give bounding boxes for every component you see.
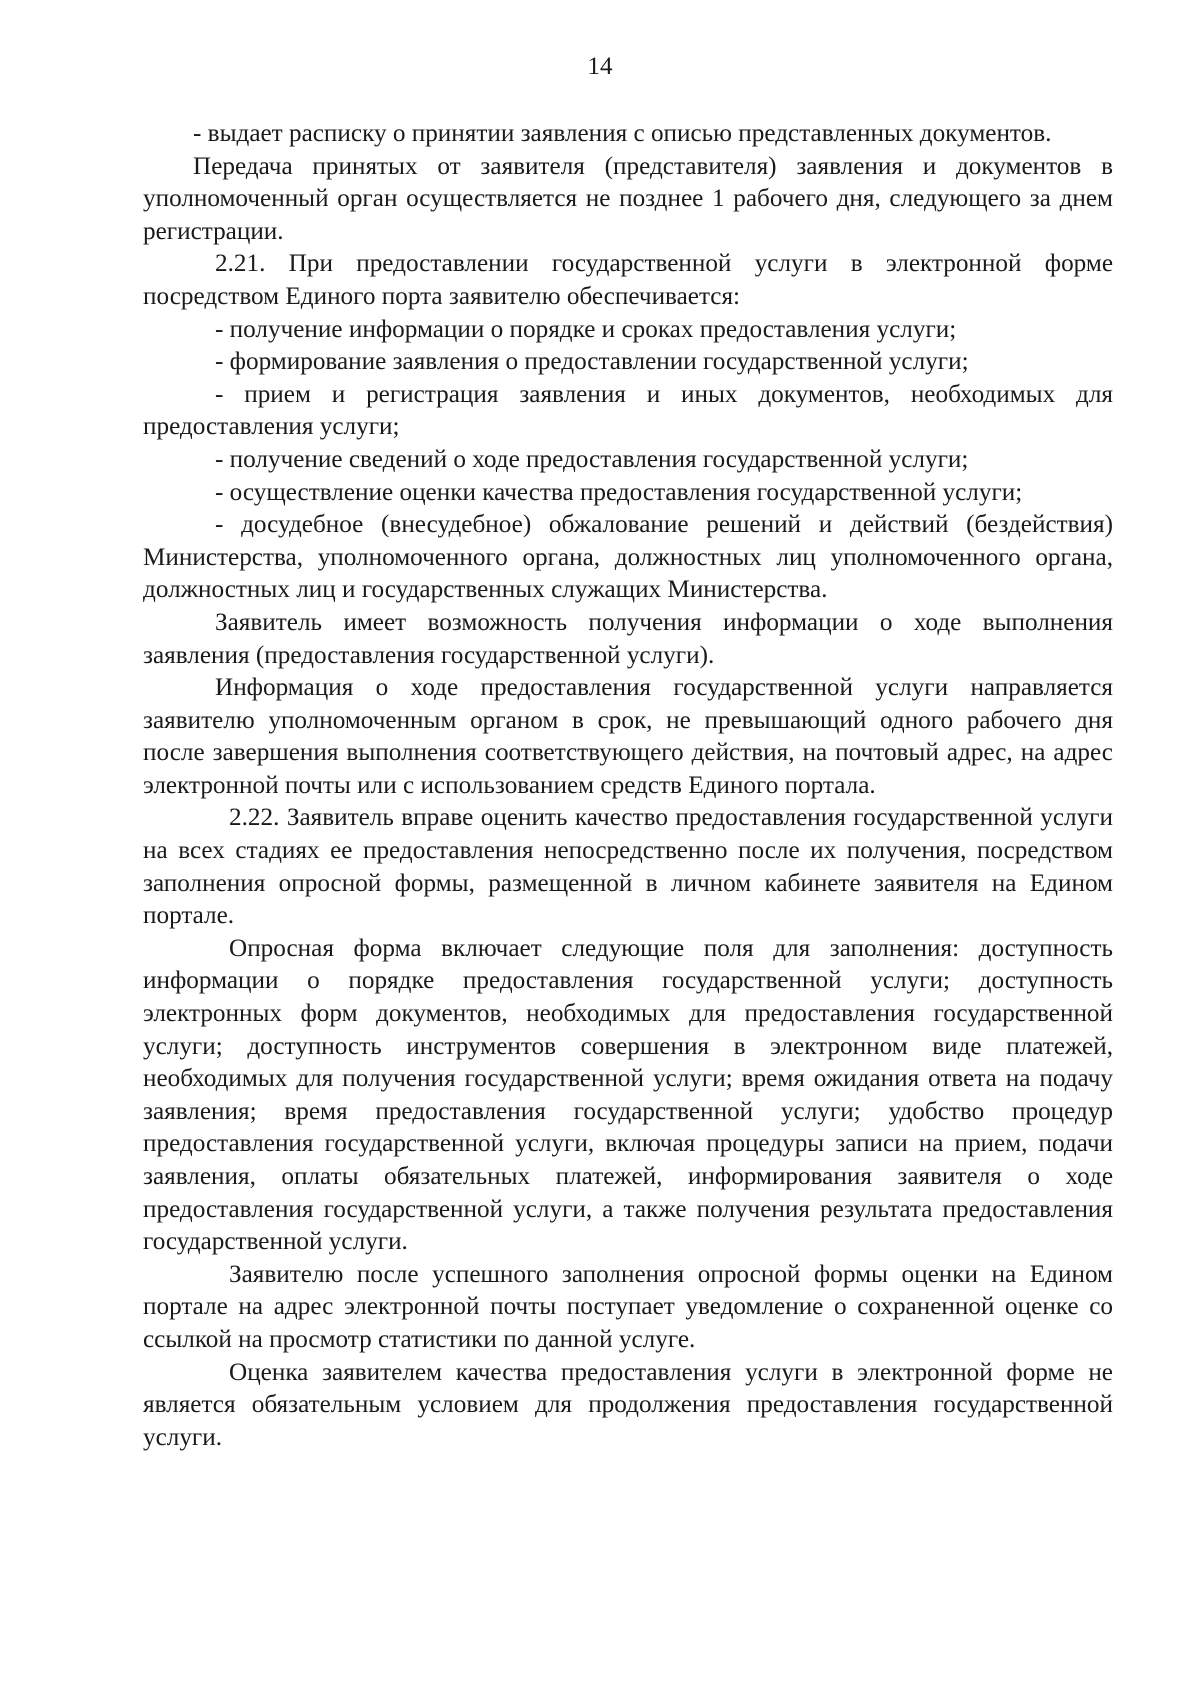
paragraph-section-2-22: 2.22. Заявитель вправе оценить качество предоставления государственной услуги на всех стадиях ее предоставления непосредственно после их получения, посредством заполнения опросной формы, размещенной в личном кабинете заявителя на Едином портале. xyxy=(143,804,1113,930)
list-item-application-forming: - формирование заявления о предоставлении государственной услуги; xyxy=(215,348,969,376)
list-item-pretrial-appeal: - досудебное (внесудебное) обжалование решений и действий (бездействия) Министерства, уполномоченного органа, должностных лиц уполномоченного органа, должностных лиц и государственных служащих Министерства. xyxy=(143,511,1113,604)
list-item-info-receipt: - получение информации о порядке и сроках предоставления услуги; xyxy=(215,315,957,343)
list-item-application-registration: - прием и регистрация заявления и иных документов, необходимых для предоставления услуги; xyxy=(143,380,1113,441)
list-item-quality-assessment: - осуществление оценки качества предоставления государственной услуги; xyxy=(215,478,1023,506)
paragraph-section-2-21: 2.21. При предоставлении государственной услуги в электронной форме посредством Единого порта заявителю обеспечивается: xyxy=(143,250,1113,310)
page-number: 14 xyxy=(587,53,613,80)
paragraph-progress-information: Информация о ходе предоставления государственной услуги направляется заявителю уполномоченным органом в срок, не превышающий одного рабочего дня после завершения выполнения соответствующего действия, на почтовый адрес, на адрес электронной почты или с использованием средств Единого портала. xyxy=(143,674,1113,799)
list-item-progress-info: - получение сведений о ходе предоставления государственной услуги; xyxy=(215,445,969,473)
paragraph-assessment-notification: Заявителю после успешного заполнения опросной формы оценки на Едином портале на адрес электронной почты поступает уведомление о сохраненной оценке со ссылкой на просмотр статистики по данной услуге. xyxy=(143,1260,1113,1353)
paragraph-survey-form-fields: Опросная форма включает следующие поля для заполнения: доступность информации о порядке предоставления государственной услуги; доступность электронных форм документов, необходимых для предоставления государственной услуги; доступность инструментов совершения в электронном виде платежей, необходимых для получения государственной услуги; время ожидания ответа на подачу заявления; время предоставления государственной услуги; удобство процедур предоставления государственной услуги, включая процедуры записи на прием, подачи заявления, оплаты обязательных платежей, информирования заявителя о ходе предоставления государственной услуги, а также получения результата предоставления государственной услуги. xyxy=(143,934,1113,1256)
paragraph-applicant-info-access: Заявитель имеет возможность получения информации о ходе выполнения заявления (предоставления государственной услуги). xyxy=(143,608,1113,669)
document-body xyxy=(143,118,1113,1454)
paragraph-receipt-issuance: - выдает расписку о принятии заявления с описью представленных документов. xyxy=(193,120,1052,147)
paragraph-transfer-to-authority: Передача принятых от заявителя (представителя) заявления и документов в уполномоченный орган осуществляется не позднее 1 рабочего дня, следующего за днем регистрации. xyxy=(143,152,1113,245)
paragraph-assessment-optional: Оценка заявителем качества предоставления услуги в электронной форме не является обязательным условием для продолжения предоставления государственной услуги. xyxy=(143,1358,1113,1451)
